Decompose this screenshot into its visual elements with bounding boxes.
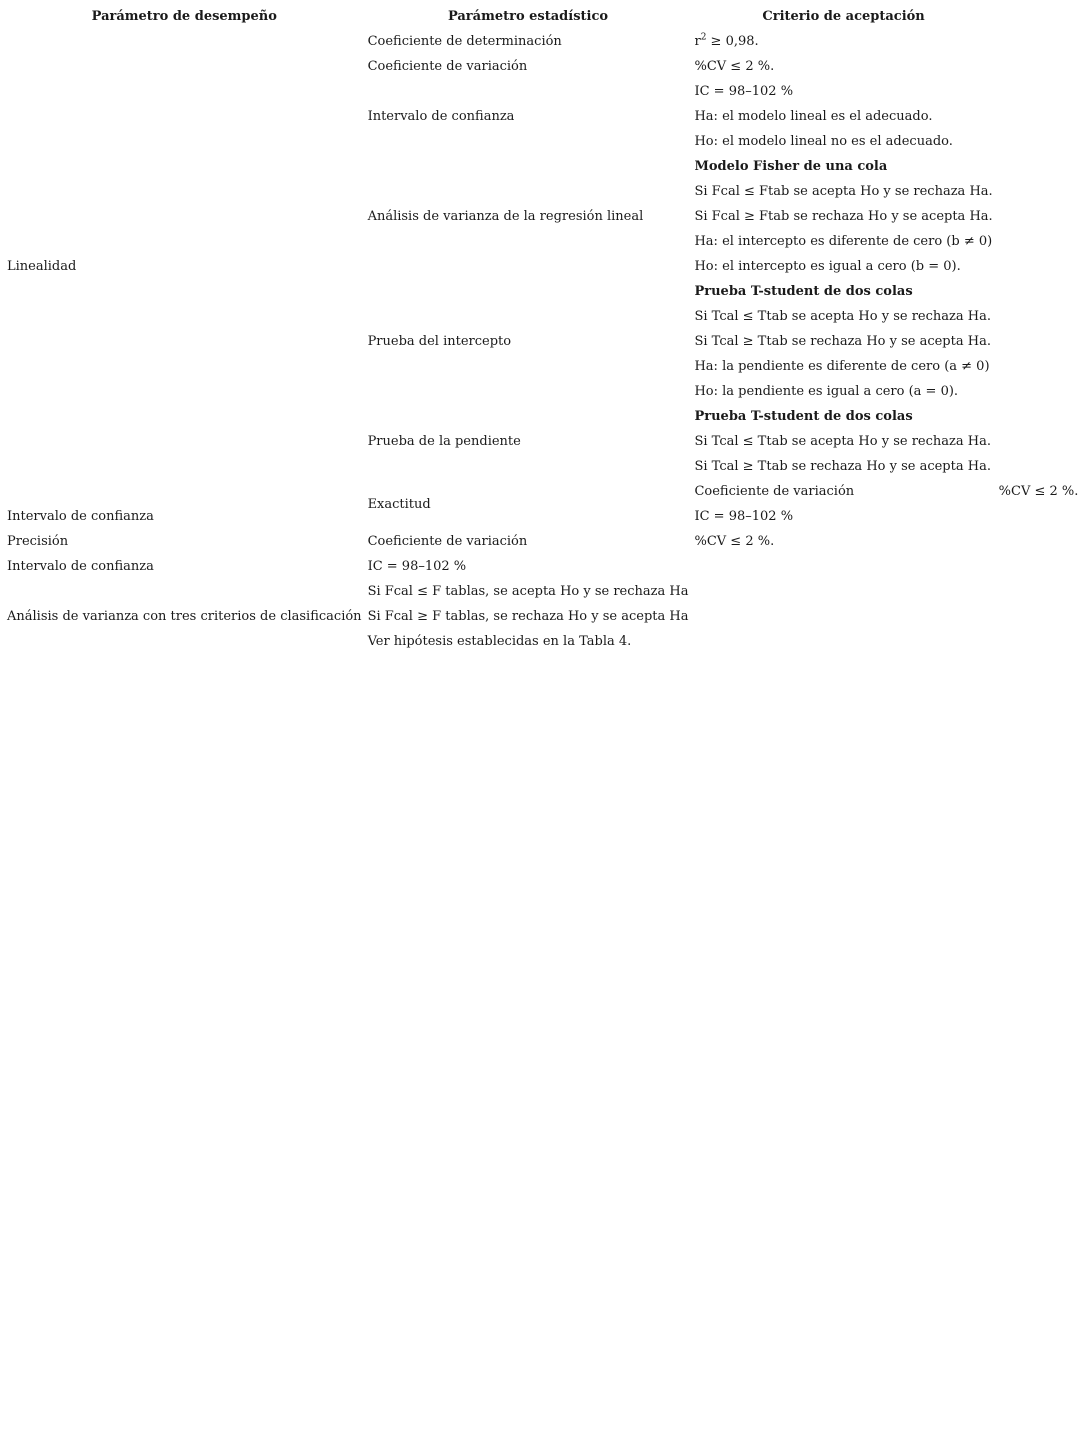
stat-cv: Coeficiente de variación bbox=[367, 534, 528, 549]
stat-confidence-interval: Intervalo de confianza bbox=[367, 109, 515, 124]
criterion-tstudent-accept: Si Tcal ≤ Ttab se acepta Ho y se rechaza Ha. bbox=[694, 434, 991, 449]
r-symbol: r bbox=[694, 34, 701, 49]
stat-cv: Coeficiente de variación bbox=[694, 484, 855, 499]
criterion-tstudent-reject: Si Tcal ≥ Ttab se rechaza Ho y se acepta Ha. bbox=[694, 334, 991, 349]
acceptance-criteria-table bbox=[4, 4, 1081, 654]
criterion-fisher-reject: Si Fcal ≥ Ftab se rechaza Ho y se acepta Ha. bbox=[694, 209, 993, 224]
header-acceptance-criterion: Criterio de aceptación bbox=[762, 9, 925, 24]
header-row bbox=[4, 4, 1081, 29]
criterion-tstudent-title: Prueba T-student de dos colas bbox=[694, 409, 913, 424]
intervalo-label: Intervalo de confianza bbox=[7, 559, 154, 574]
stat-fcal-reject: Si Fcal ≥ F tablas, se rechaza Ho y se acepta Ha bbox=[367, 609, 689, 624]
r-exponent: 2 bbox=[700, 32, 707, 43]
table-row bbox=[4, 554, 1081, 579]
empty-cell bbox=[691, 604, 995, 629]
criterion-cv: %CV ≤ 2 %. bbox=[998, 484, 1079, 499]
criterion-tstudent-accept: Si Tcal ≤ Ttab se acepta Ho y se rechaza Ha. bbox=[694, 309, 991, 324]
criterion-ho-model: Ho: el modelo lineal no es el adecuado. bbox=[694, 134, 953, 149]
criterion-fisher-title: Modelo Fisher de una cola bbox=[694, 159, 888, 174]
stat-intercept-test: Prueba del intercepto bbox=[367, 334, 512, 349]
table-row bbox=[4, 529, 1081, 554]
empty-cell bbox=[691, 554, 995, 579]
precision-label: Precisión bbox=[7, 534, 69, 549]
criterion-ho-intercept: Ho: el intercepto es igual a cero (b = 0). bbox=[694, 259, 961, 274]
criterion-ha-slope: Ha: la pendiente es diferente de cero (a ≠ 0) bbox=[694, 359, 990, 374]
table-row bbox=[4, 29, 1081, 54]
stat-confidence-interval: Intervalo de confianza bbox=[7, 509, 154, 524]
stat-slope-test: Prueba de la pendiente bbox=[367, 434, 521, 449]
criterion-ic: IC = 98–102 % bbox=[694, 84, 794, 99]
table-row bbox=[4, 579, 1081, 604]
criterion-tstudent-reject: Si Tcal ≥ Ttab se rechaza Ho y se acepta Ha. bbox=[694, 459, 991, 474]
r-threshold: ≥ 0,98. bbox=[706, 34, 759, 49]
criterion-cv: %CV ≤ 2 %. bbox=[694, 59, 775, 74]
criterion-ic: IC = 98–102 % bbox=[694, 509, 794, 524]
empty-cell bbox=[691, 629, 995, 654]
stat-see-table: Ver hipótesis establecidas en la Tabla 4. bbox=[367, 634, 632, 649]
criterion-ha-model: Ha: el modelo lineal es el adecuado. bbox=[694, 109, 933, 124]
criterion-ha-intercept: Ha: el intercepto es diferente de cero (b ≠ 0) bbox=[694, 234, 993, 249]
stat-anova-regression: Análisis de varianza de la regresión lineal bbox=[367, 209, 644, 224]
anova3-label: Análisis de varianza con tres criterios de clasificación bbox=[7, 609, 362, 624]
empty-cell bbox=[691, 579, 995, 604]
stat-ic: IC = 98–102 % bbox=[367, 559, 467, 574]
criterion-cv: %CV ≤ 2 %. bbox=[694, 534, 775, 549]
criterion-ho-slope: Ho: la pendiente es igual a cero (a = 0). bbox=[694, 384, 959, 399]
header-performance-parameter: Parámetro de desempeño bbox=[91, 9, 277, 24]
criterion-r-squared bbox=[691, 29, 995, 54]
criterion-fisher-accept: Si Fcal ≤ Ftab se acepta Ho y se rechaza Ha. bbox=[694, 184, 993, 199]
stat-determination: Coeficiente de determinación bbox=[367, 34, 562, 49]
linealidad-label: Linealidad bbox=[7, 259, 77, 274]
criterion-tstudent-title: Prueba T-student de dos colas bbox=[694, 284, 913, 299]
header-statistical-parameter: Parámetro estadístico bbox=[447, 9, 609, 24]
exactitud-label: Exactitud bbox=[367, 496, 431, 512]
stat-fcal-accept: Si Fcal ≤ F tablas, se acepta Ho y se rechaza Ha bbox=[367, 584, 689, 599]
stat-cv: Coeficiente de variación bbox=[367, 59, 528, 74]
